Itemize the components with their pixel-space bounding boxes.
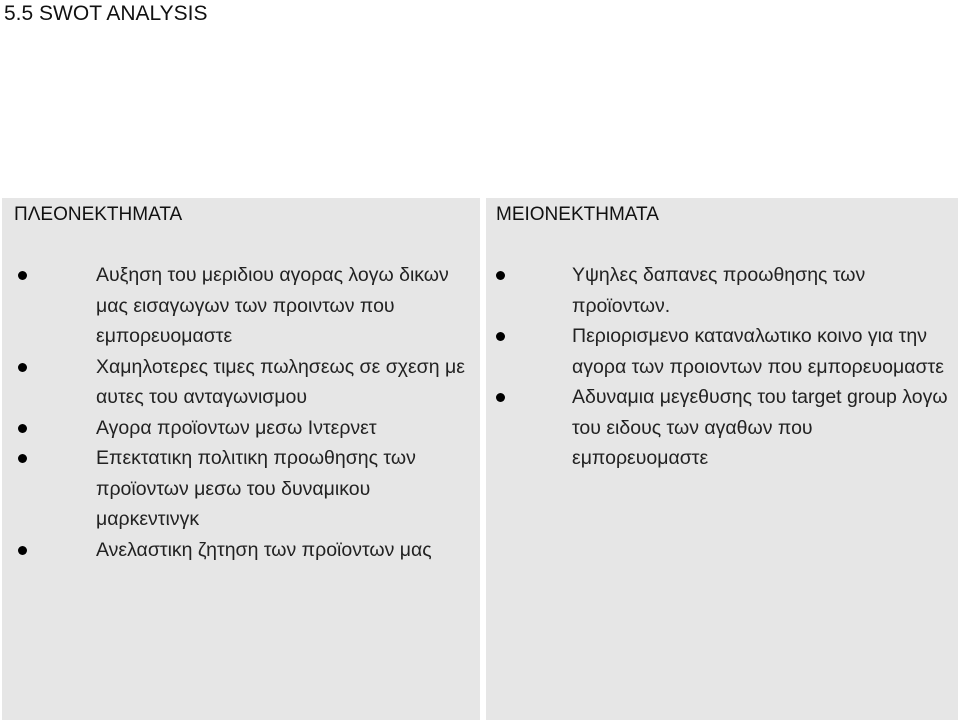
strengths-list <box>2 260 480 565</box>
bullet-icon <box>18 424 27 433</box>
bullet-icon <box>18 546 27 555</box>
list-item <box>2 413 480 444</box>
list-item-text: Περιορισμενο καταναλωτικο κοινο για την αγορα των προιοντων που εμπορευομαστε <box>572 325 944 378</box>
list-item <box>2 535 480 566</box>
list-item <box>486 321 958 382</box>
list-item-text: Αγορα προϊοντων μεσω Ιντερνετ <box>96 416 377 439</box>
list-item-text: Υψηλες δαπανες προωθησης των προϊοντων. <box>572 264 866 317</box>
list-item-text: Χαμηλοτερες τιμες πωλησεως σε σχεση με αυτες του ανταγωνισμου <box>96 355 465 408</box>
bullet-icon <box>496 332 505 341</box>
list-item-text: Αυξηση του μεριδιου αγορας λογω δικων μας εισαγωγων των προιντων που εμπορευομαστε <box>96 264 449 347</box>
weaknesses-title: ΜΕΙΟΝΕΚΤΗΜΑΤΑ <box>496 204 659 225</box>
strengths-panel <box>2 198 480 720</box>
bullet-icon <box>496 271 505 280</box>
list-item-text: Επεκτατικη πολιτικη προωθησης των προϊοντων μεσω του δυναμικου μαρκεντινγκ <box>96 447 416 530</box>
bullet-icon <box>496 393 505 402</box>
weaknesses-list <box>486 260 958 474</box>
list-item-text: Ανελαστικη ζητηση των προϊοντων μας <box>96 538 432 561</box>
list-item <box>2 443 480 535</box>
bullet-icon <box>18 363 27 372</box>
weaknesses-panel <box>486 198 958 720</box>
strengths-title: ΠΛΕΟΝΕΚΤΗΜΑΤΑ <box>14 204 183 225</box>
bullet-icon <box>18 454 27 463</box>
list-item <box>486 260 958 321</box>
list-item <box>2 260 480 352</box>
bullet-icon <box>18 271 27 280</box>
list-item <box>2 352 480 413</box>
list-item <box>486 382 958 474</box>
section-heading: 5.5 SWOT ANALYSIS <box>4 2 208 25</box>
list-item-text: Αδυναμια μεγεθυσης του target group λογω του ειδους των αγαθων που εμπορευομαστε <box>572 386 948 469</box>
